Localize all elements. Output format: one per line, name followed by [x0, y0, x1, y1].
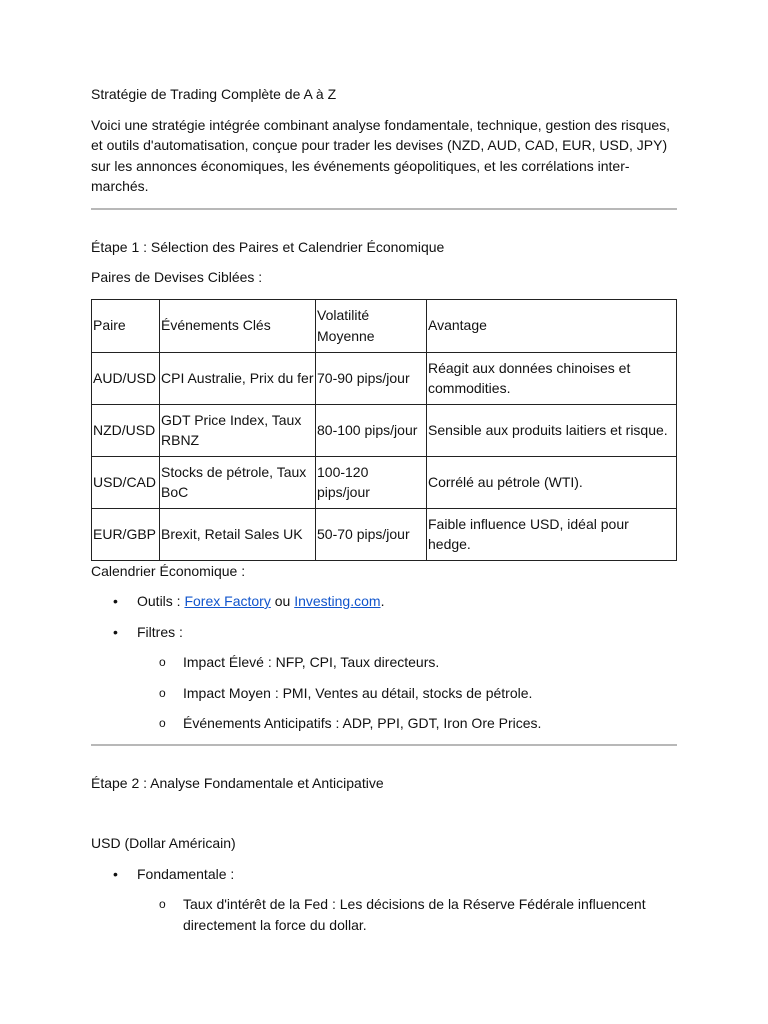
list-item [137, 713, 677, 734]
filter-item: Impact Moyen : PMI, Ventes au détail, stocks de pétrole. [183, 684, 533, 701]
usd-list [91, 864, 677, 936]
table-cell: EUR/GBP [92, 508, 160, 560]
sub-bullet-icon: o [159, 716, 166, 730]
table-cell: Faible influence USD, idéal pour hedge. [427, 508, 677, 560]
table-cell: 80-100 pips/jour [316, 404, 427, 456]
list-item [137, 652, 677, 673]
filters-sublist [137, 652, 677, 734]
calendar-label: Calendrier Économique : [91, 562, 246, 579]
header-cell: Volatilité Moyenne [316, 299, 427, 352]
currency-pairs-table [91, 299, 677, 561]
horizontal-divider [91, 208, 677, 210]
horizontal-divider [91, 744, 677, 746]
bullet-icon: • [113, 593, 118, 609]
list-item [91, 622, 677, 734]
tools-suffix: . [380, 593, 385, 609]
fundamental-label: Fondamentale : [137, 865, 235, 882]
table-row [92, 508, 677, 560]
filters-label: Filtres : [137, 623, 183, 640]
step1-heading: Étape 1 : Sélection des Paires et Calendrier Économique [91, 238, 445, 255]
table-cell: Corrélé au pétrole (WTI). [427, 456, 677, 508]
table-cell: 70-90 pips/jour [316, 352, 427, 404]
intro-paragraph: Voici une stratégie intégrée combinant analyse fondamentale, technique, gestion des risques, et outils d'automatisation, conçue pour trader les devises (NZD, AUD, CAD, EUR, USD, JPY) sur les annonces économiques, les événements géopolitiques, et les corrélations inter-marchés. [91, 116, 671, 194]
table-cell: Sensible aux produits laitiers et risque. [427, 404, 677, 456]
pairs-label: Paires de Devises Ciblées : [91, 269, 263, 285]
list-item [137, 894, 677, 935]
table-header-row [92, 299, 677, 352]
table-cell: 50-70 pips/jour [316, 508, 427, 560]
document-title: Stratégie de Trading Complète de A à Z [91, 86, 337, 102]
table-cell: Réagit aux données chinoises et commodities. [427, 352, 677, 404]
usd-heading: USD (Dollar Américain) [91, 835, 236, 851]
table-row [92, 404, 677, 456]
table-cell: GDT Price Index, Taux RBNZ [160, 404, 316, 456]
table-cell: AUD/USD [92, 352, 160, 404]
tools-middle: ou [270, 593, 295, 609]
list-item [91, 591, 677, 612]
sub-bullet-icon: o [159, 897, 166, 911]
step2-heading: Étape 2 : Analyse Fondamentale et Anticipative [91, 774, 384, 791]
table-cell: Brexit, Retail Sales UK [160, 508, 316, 560]
forex-factory-link[interactable]: Forex Factory [184, 593, 271, 609]
sub-bullet-icon: o [159, 655, 166, 669]
list-item [137, 683, 677, 704]
header-cell: Événements Clés [160, 299, 316, 352]
document-page [91, 84, 677, 945]
list-item [91, 864, 677, 936]
header-cell: Avantage [427, 299, 677, 352]
filter-item: Impact Élevé : NFP, CPI, Taux directeurs. [183, 654, 440, 670]
table-row [92, 456, 677, 508]
filter-item: Événements Anticipatifs : ADP, PPI, GDT, Iron Ore Prices. [183, 715, 542, 731]
calendar-list [91, 591, 677, 734]
fundamental-sublist [137, 894, 677, 935]
investing-link[interactable]: Investing.com [294, 593, 381, 609]
bullet-icon: • [113, 623, 118, 640]
bullet-icon: • [113, 865, 118, 882]
table-cell: NZD/USD [92, 404, 160, 456]
table-cell: Stocks de pétrole, Taux BoC [160, 456, 316, 508]
sub-bullet-icon: o [159, 685, 166, 700]
tools-prefix: Outils : [137, 593, 185, 609]
table-row [92, 352, 677, 404]
fundamental-item: Taux d'intérêt de la Fed : Les décisions de la Réserve Fédérale influencent directement la force du dollar. [183, 896, 646, 933]
table-cell: CPI Australie, Prix du fer [160, 352, 316, 404]
header-cell: Paire [92, 299, 160, 352]
table-cell: 100-120 pips/jour [316, 456, 427, 508]
table-cell: USD/CAD [92, 456, 160, 508]
